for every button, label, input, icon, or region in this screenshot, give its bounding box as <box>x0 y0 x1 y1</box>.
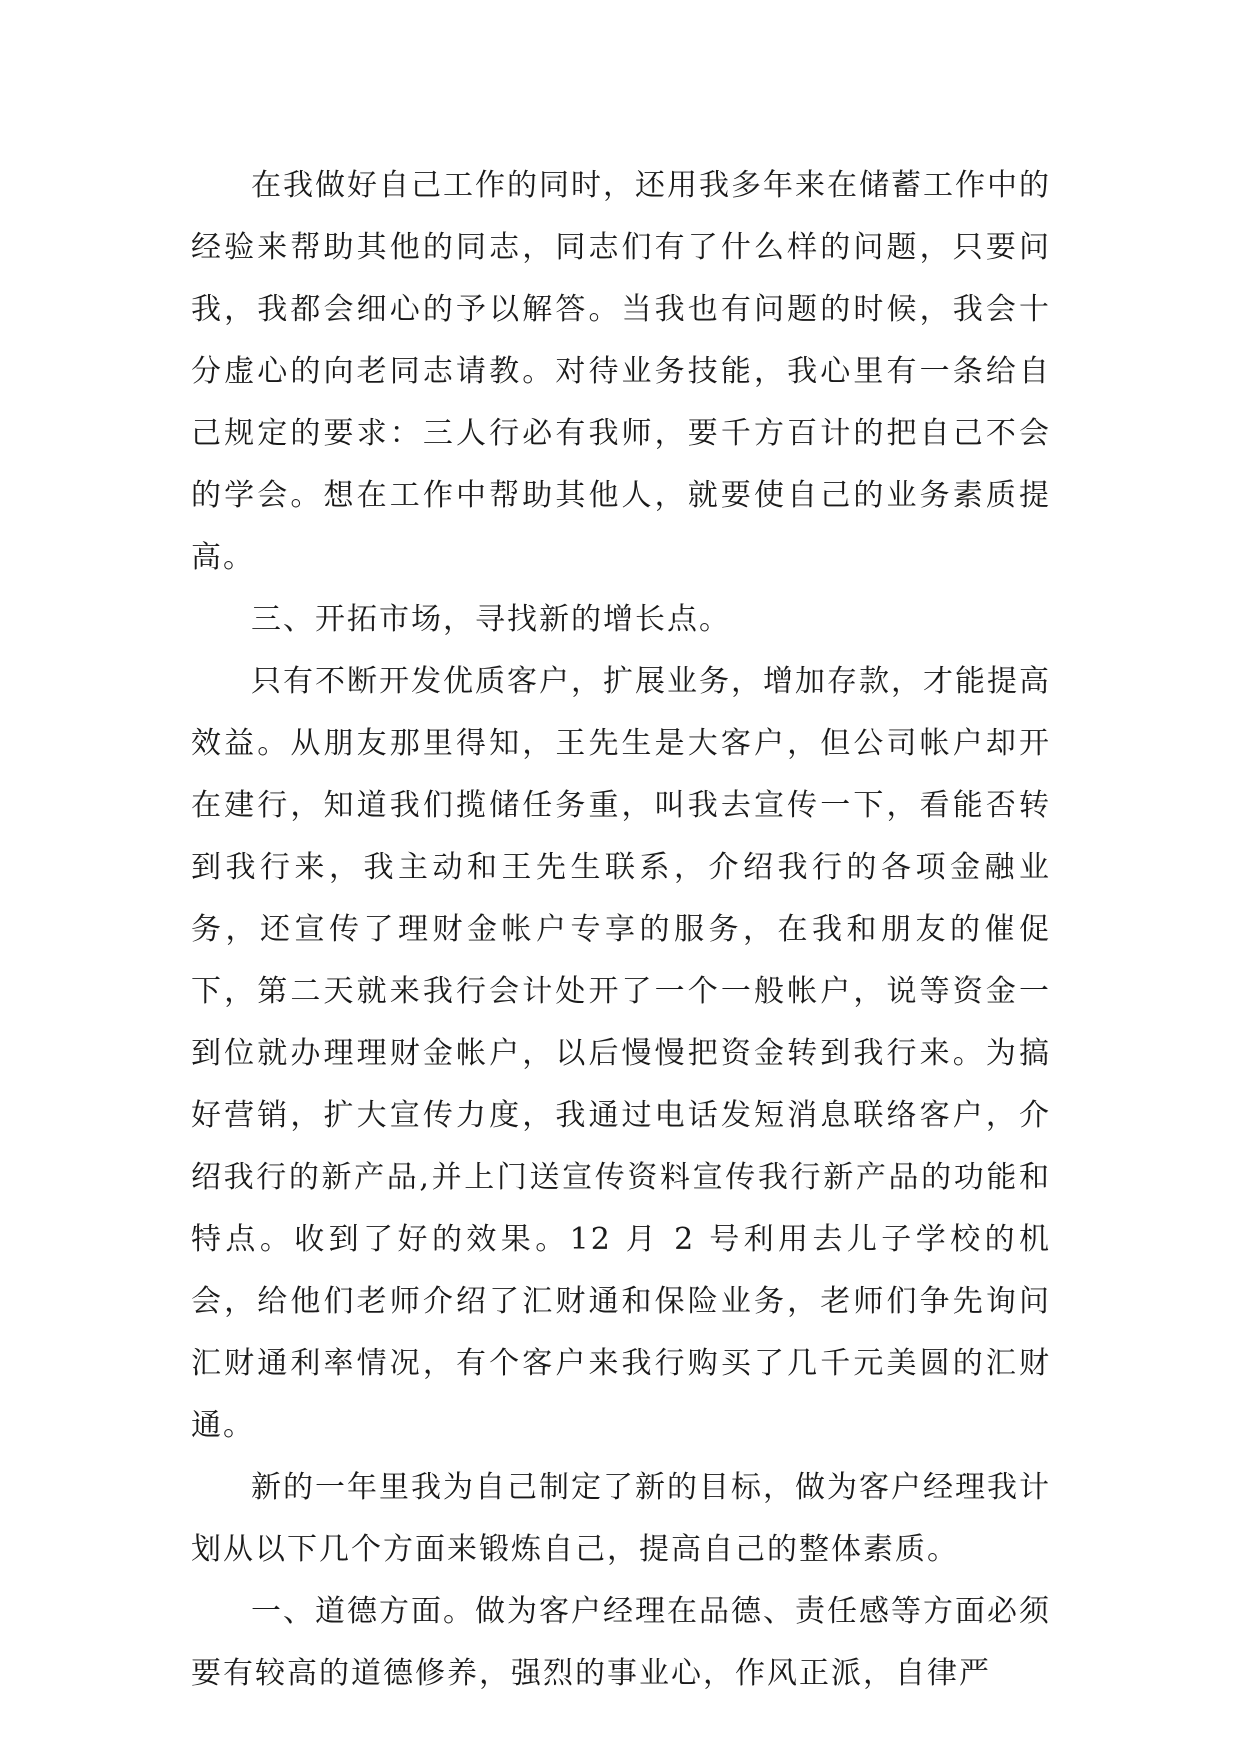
heading-market-expansion: 三、开拓市场，寻找新的增长点。 <box>251 602 731 637</box>
document-body <box>191 155 1051 1705</box>
paragraph-moral-aspect: 一、道德方面。做为客户经理在品德、责任感等方面必须要有较高的道德修养，强烈的事业心，作风正派，自律严 <box>191 1594 1051 1691</box>
paragraph-helping-colleagues: 在我做好自己工作的同时，还用我多年来在储蓄工作中的经验来帮助其他的同志，同志们有了什么样的问题，只要问我，我都会细心的予以解答。当我也有问题的时候，我会十分虚心的向老同志请教。对待业务技能，我心里有一条给自己规定的要求：三人行必有我师，要千方百计的把自己不会的学会。想在工作中帮助其他人，就要使自己的业务素质提高。 <box>191 168 1051 575</box>
paragraph-customer-development: 只有不断开发优质客户，扩展业务，增加存款，才能提高效益。从朋友那里得知，王先生是大客户，但公司帐户却开在建行，知道我们揽储任务重，叫我去宣传一下，看能否转到我行来，我主动和王先生联系，介绍我行的各项金融业务，还宣传了理财金帐户专享的服务，在我和朋友的催促下，第二天就来我行会计处开了一个一般帐户，说等资金一到位就办理理财金帐户，以后慢慢把资金转到我行来。为搞好营销，扩大宣传力度，我通过电话发短消息联络客户，介绍我行的新产品,并上门送宣传资料宣传我行新产品的功能和特点。收到了好的效果。12 月 2 号利用去儿子学校的机会，给他们老师介绍了汇财通和保险业务，老师们争先询问汇财通利率情况，有个客户来我行购买了几千元美圆的汇财通。 <box>191 664 1051 1443</box>
paragraph-new-year-goals: 新的一年里我为自己制定了新的目标，做为客户经理我计划从以下几个方面来锻炼自己，提高自己的整体素质。 <box>191 1470 1051 1567</box>
